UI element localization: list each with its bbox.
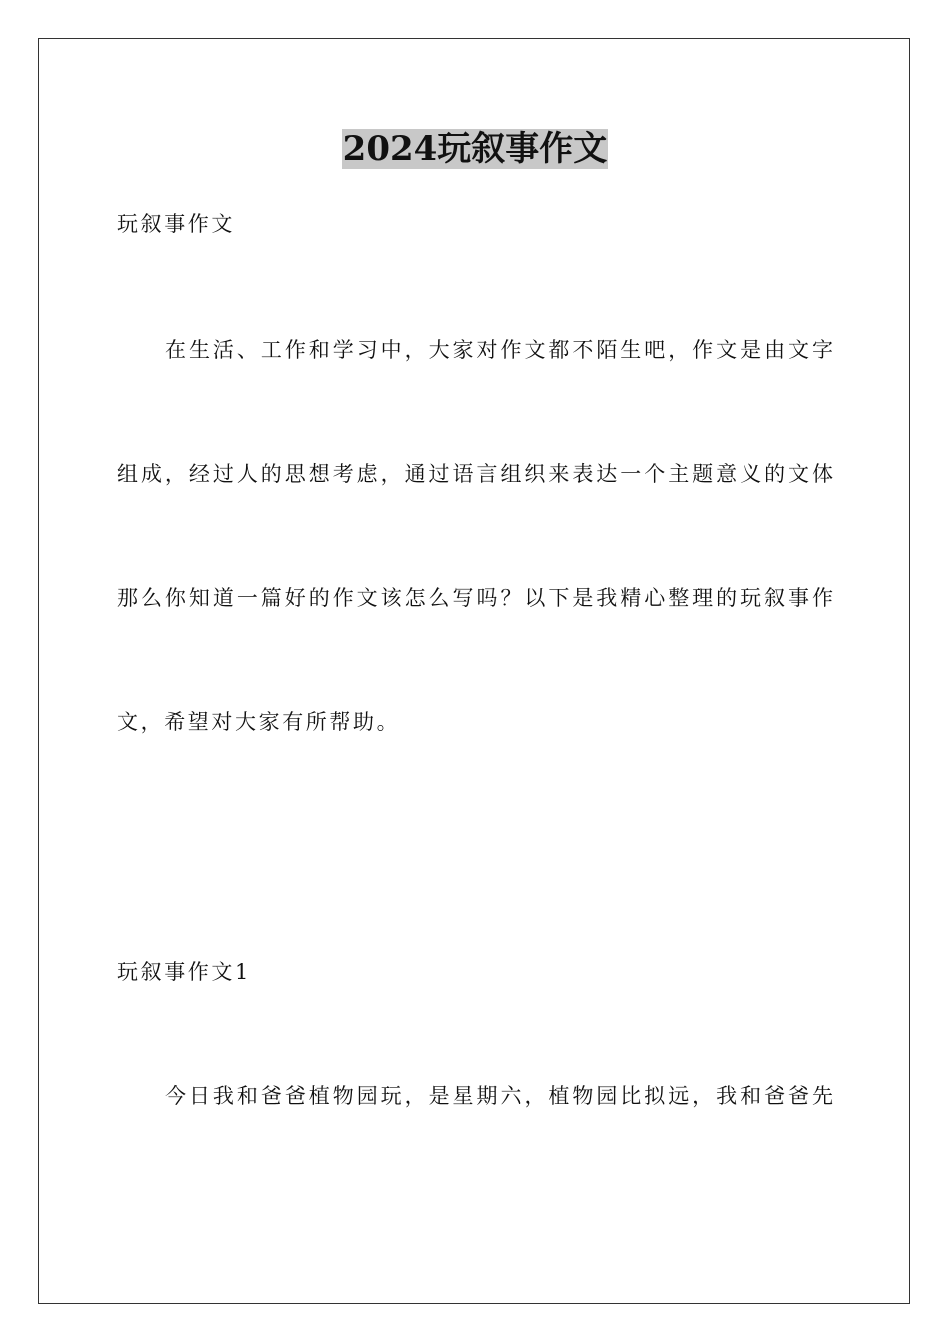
intro-paragraph-line-2: 组成，经过人的思想考虑，通过语言组织来表达一个主题意义的文体 (117, 462, 833, 486)
section-heading: 玩叙事作文1 (117, 960, 251, 984)
document-subtitle: 玩叙事作文 (117, 212, 235, 236)
intro-paragraph-line-1: 在生活、工作和学习中，大家对作文都不陌生吧，作文是由文字 (165, 338, 833, 362)
section-paragraph-line-1: 今日我和爸爸植物园玩，是星期六，植物园比拟远，我和爸爸先 (165, 1084, 833, 1108)
intro-paragraph-line-4: 文，希望对大家有所帮助。 (117, 710, 401, 734)
document-title-text: 2024玩叙事作文 (342, 129, 608, 169)
intro-paragraph-line-3: 那么你知道一篇好的作文该怎么写吗？以下是我精心整理的玩叙事作 (117, 586, 833, 610)
document-title (0, 126, 950, 172)
